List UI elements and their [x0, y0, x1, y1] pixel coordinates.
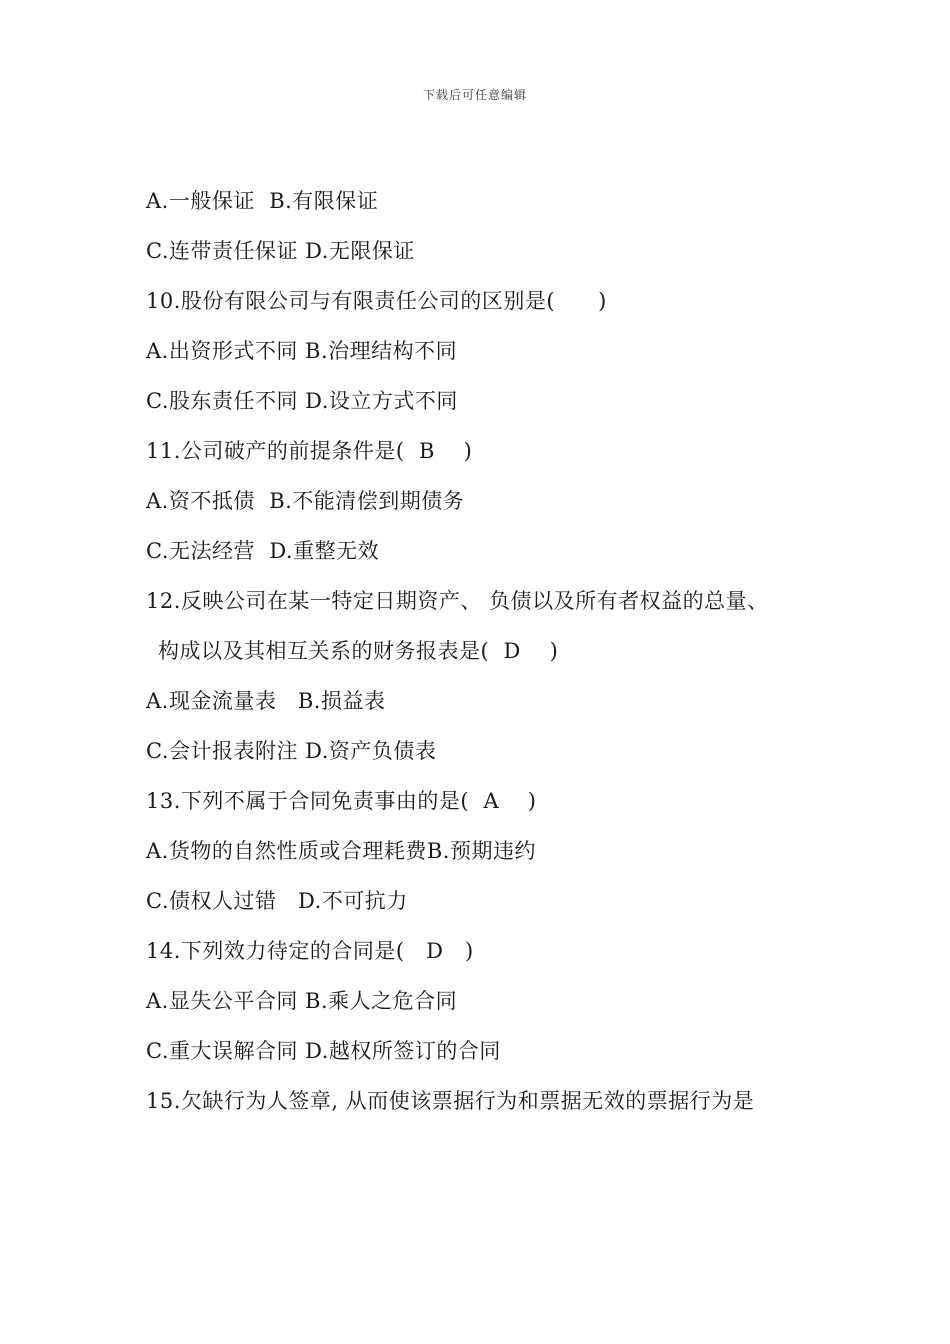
text-line: A.出资形式不同 B.治理结构不同 — [146, 339, 458, 363]
text-line: A.显失公平合同 B.乘人之危合同 — [146, 989, 458, 1013]
page-header: 下载后可任意编辑 — [422, 88, 527, 102]
question-12-continued: 构成以及其相互关系的财务报表是( D ) — [158, 639, 559, 663]
text-line: C.股东责任不同 D.设立方式不同 — [146, 389, 458, 413]
question-14: 14.下列效力待定的合同是( D ) — [146, 939, 474, 963]
text-line: A.现金流量表 B.损益表 — [146, 689, 386, 713]
text-line: C.会计报表附注 D.资产负债表 — [146, 739, 437, 763]
text-line: A.资不抵债 B.不能清偿到期债务 — [146, 489, 465, 513]
question-11: 11.公司破产的前提条件是( B ) — [146, 439, 473, 463]
text-line: C.重大误解合同 D.越权所签订的合同 — [146, 1039, 501, 1063]
question-15: 15.欠缺行为人签章, 从而使该票据行为和票据无效的票据行为是 — [146, 1089, 755, 1113]
document-body — [146, 176, 866, 1126]
text-line: C.债权人过错 D.不可抗力 — [146, 889, 408, 913]
text-line: C.连带责任保证 D.无限保证 — [146, 239, 415, 263]
question-13: 13.下列不属于合同免责事由的是( A ) — [146, 789, 537, 813]
question-12: 12.反映公司在某一特定日期资产、 负债以及所有者权益的总量、 — [146, 589, 769, 613]
question-10: 10.股份有限公司与有限责任公司的区别是( ) — [146, 289, 607, 313]
text-line: A.一般保证 B.有限保证 — [146, 189, 379, 213]
text-line: A.货物的自然性质或合理耗费B.预期违约 — [146, 839, 536, 863]
text-line: C.无法经营 D.重整无效 — [146, 539, 380, 563]
